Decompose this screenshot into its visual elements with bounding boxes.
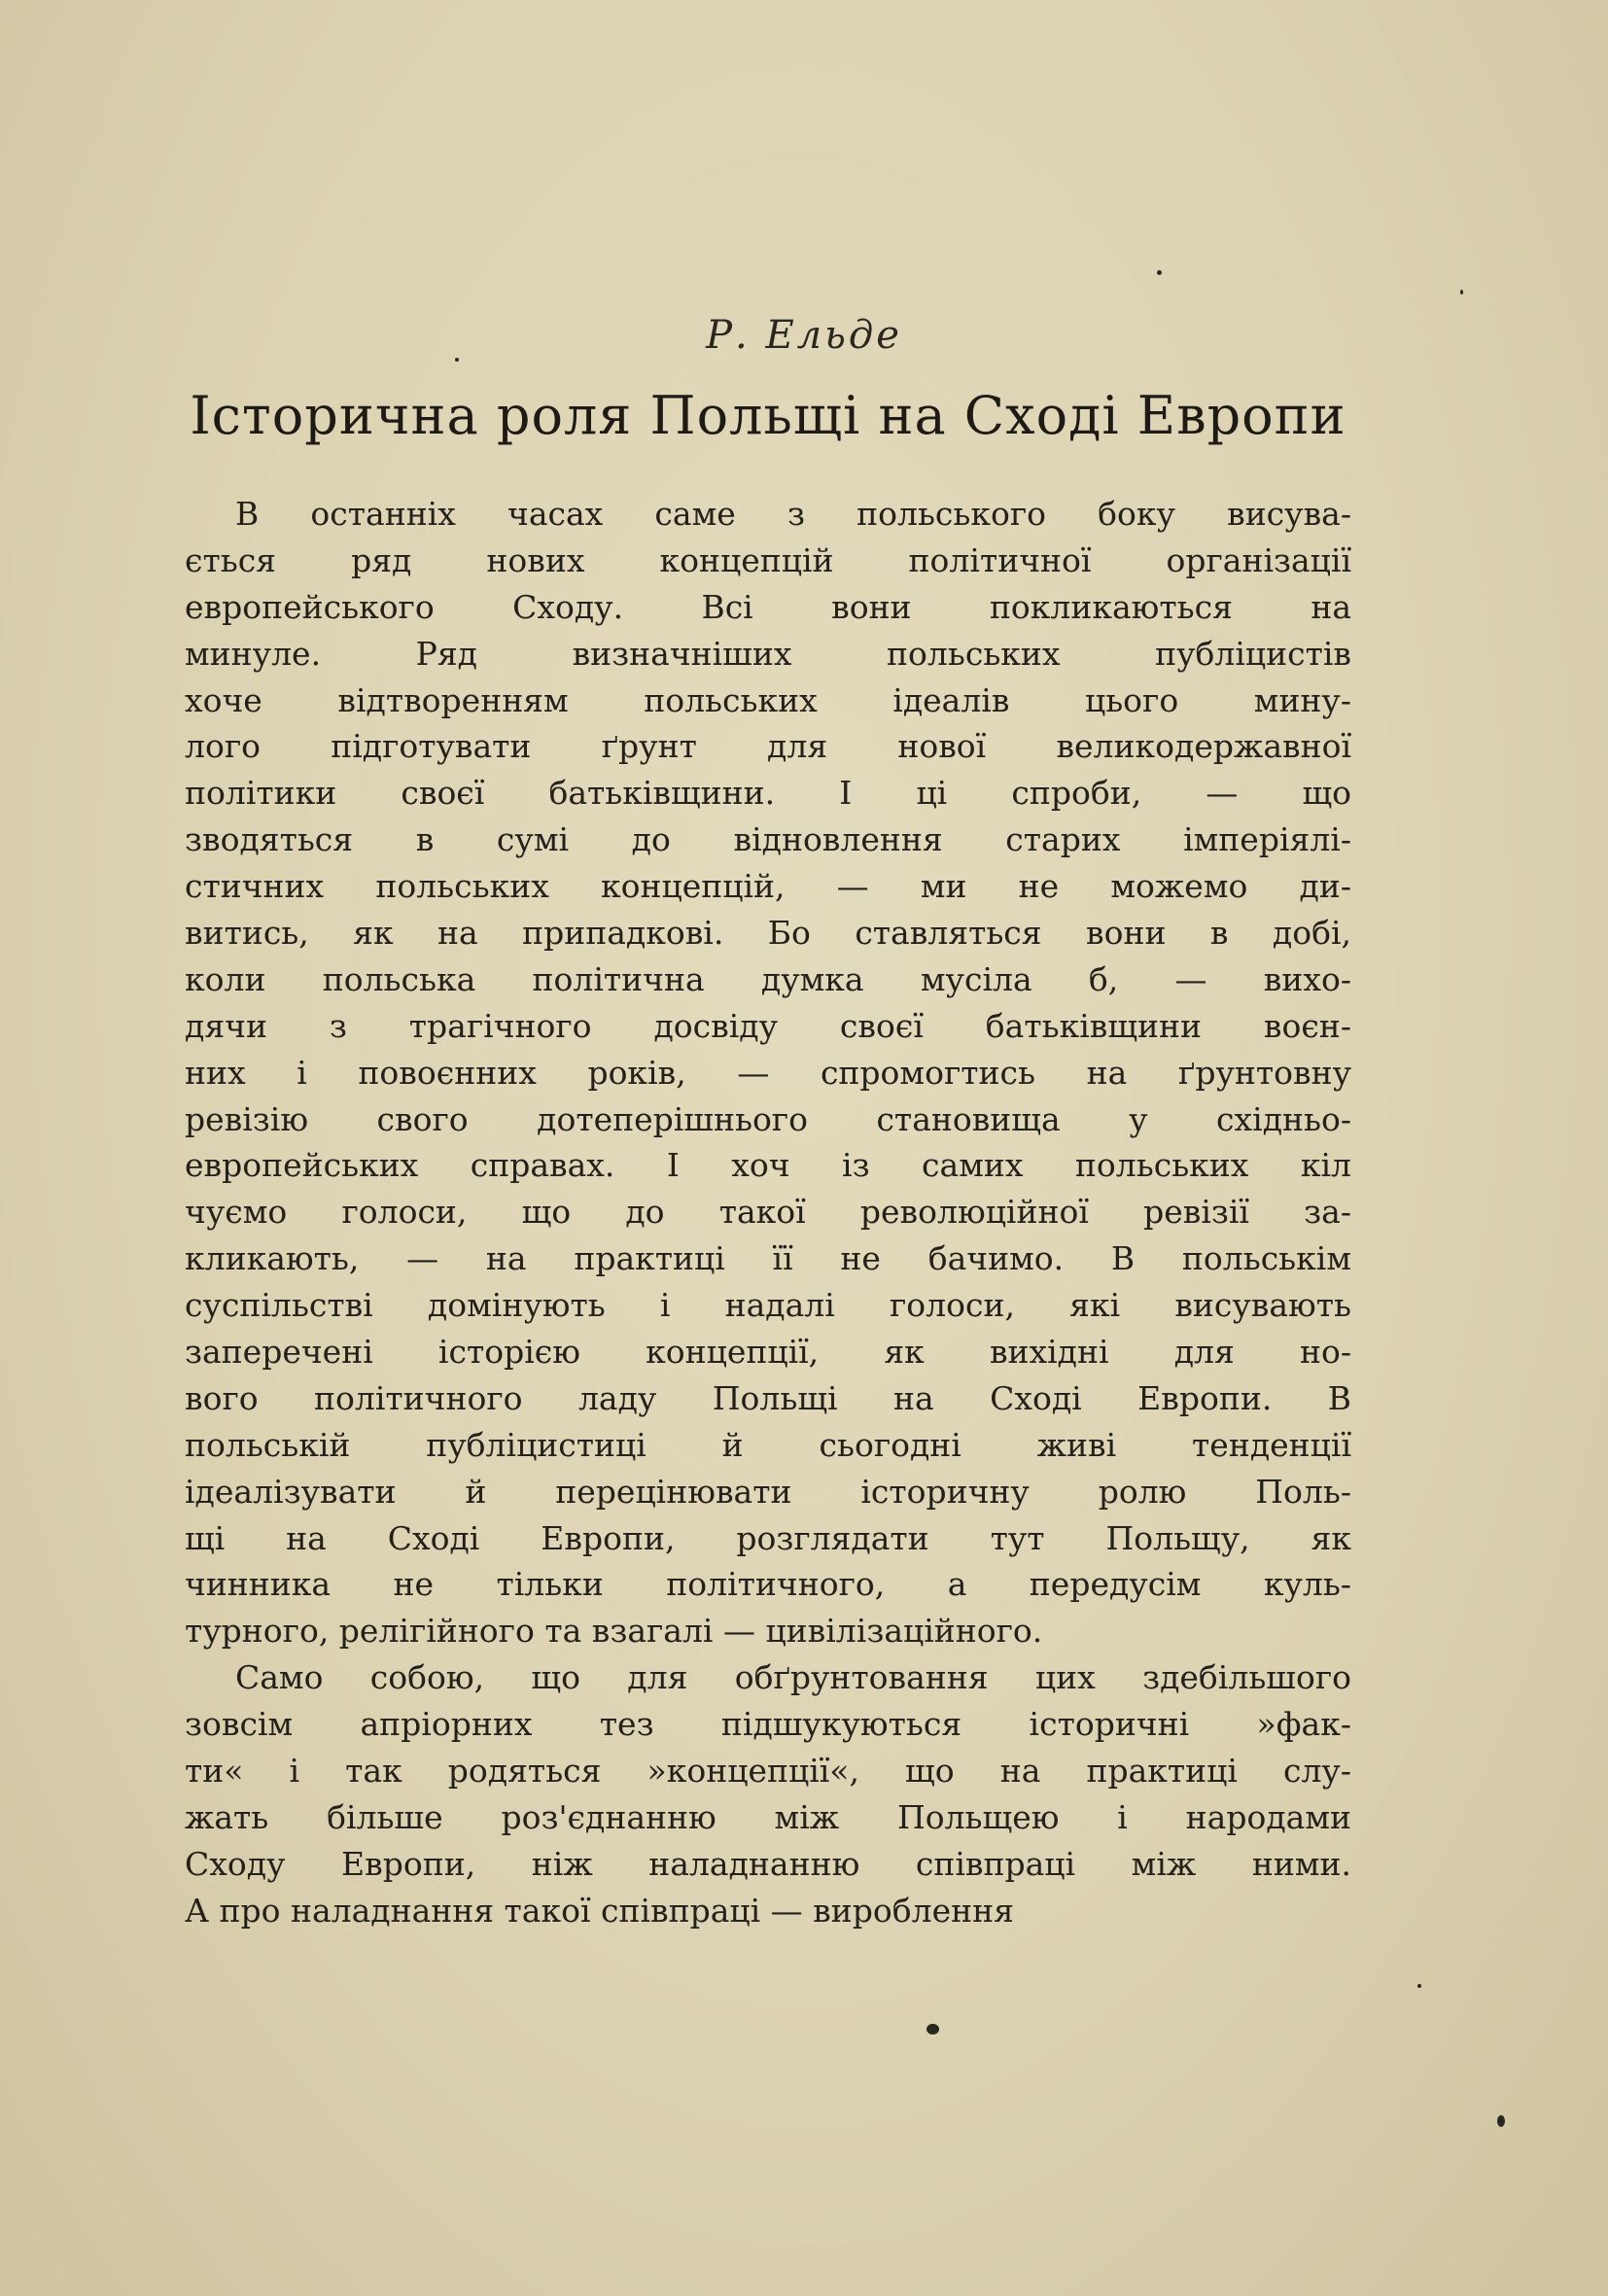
text-line: лого підготувати ґрунт для нової великодержавної	[185, 727, 1351, 766]
text-line: ти« і так родяться »концепції«, що на практиці слу-	[185, 1752, 1351, 1791]
text-line: Сходу Европи, ніж наладнанню співпраці між ними.	[185, 1844, 1351, 1883]
article-body	[185, 491, 1351, 1934]
text-line: жать більше роз'єднанню між Польщею і народами	[185, 1797, 1351, 1836]
text-line: стичних польських концепцій, — ми не можемо ди-	[185, 867, 1351, 906]
text-line: витись, як на припадкові. Бо ставляться вони в добі,	[185, 914, 1351, 953]
ink-speck	[1417, 1984, 1421, 1988]
text-line: ідеалізувати й перецінювати історичну ролю Поль-	[185, 1472, 1351, 1511]
text-line: вого політичного ладу Польщі на Сході Европи. В	[185, 1378, 1351, 1417]
text-line: коли польська політична думка мусіла б, — вихо-	[185, 959, 1351, 998]
text-line: заперечені історією концепції, як вихідні для но-	[185, 1333, 1351, 1372]
text-line: европейського Сходу. Всі вони покликаються на	[185, 587, 1351, 626]
text-line: політики своєї батьківщини. І ці спроби, — що	[185, 774, 1351, 813]
text-line: ревізію свого дотеперішнього становища у східньо-	[185, 1099, 1351, 1138]
text-line: А про наладнання такої співпраці — вироблення	[185, 1891, 1014, 1930]
text-line: ється ряд нових концепцій політичної організації	[185, 540, 1351, 579]
text-line: них і повоєнних років, — спромогтись на ґрунтовну	[185, 1053, 1351, 1092]
text-line: щі на Сході Европи, розглядати тут Польщу, як	[185, 1518, 1351, 1557]
text-line: чуємо голоси, що до такої революційної ревізії за-	[185, 1193, 1351, 1232]
text-line: минуле. Ряд визначніших польських публіцистів	[185, 634, 1351, 673]
text-line: Само собою, що для обґрунтовання цих здебільшого	[235, 1658, 1351, 1697]
ink-speck	[1460, 290, 1463, 295]
text-line: турного, релігійного та взагалі — цивілізаційного.	[185, 1612, 1043, 1651]
text-line: европейських справах. І хоч із самих польських кіл	[185, 1146, 1351, 1185]
ink-speck	[455, 358, 459, 362]
ink-speck	[1497, 2115, 1505, 2127]
text-line: В останніх часах саме з польського боку висува-	[235, 495, 1351, 533]
text-line: хоче відтворенням польських ідеалів цього мину-	[185, 680, 1351, 719]
text-line: зводяться в сумі до відновлення старих імперіялі-	[185, 820, 1351, 859]
article-title: Історична роля Польщі на Сході Европи	[190, 385, 1346, 446]
text-line: чинника не тільки політичного, а передусім куль-	[185, 1565, 1351, 1604]
text-line: польській публіцистиці й сьогодні живі тенденції	[185, 1425, 1351, 1464]
text-line: кликають, — на практиці її не бачимо. В польськім	[185, 1239, 1351, 1278]
ink-speck	[1157, 270, 1162, 275]
ink-speck	[926, 2024, 939, 2035]
text-line: зовсім апріорних тез підшукуються історичні »фак-	[185, 1705, 1351, 1744]
author-name: Р. Ельде	[706, 313, 902, 358]
text-line: дячи з трагічного досвіду своєї батьківщини воєн-	[185, 1006, 1351, 1045]
text-line: суспільстві домінують і надалі голоси, які висувають	[185, 1286, 1351, 1325]
